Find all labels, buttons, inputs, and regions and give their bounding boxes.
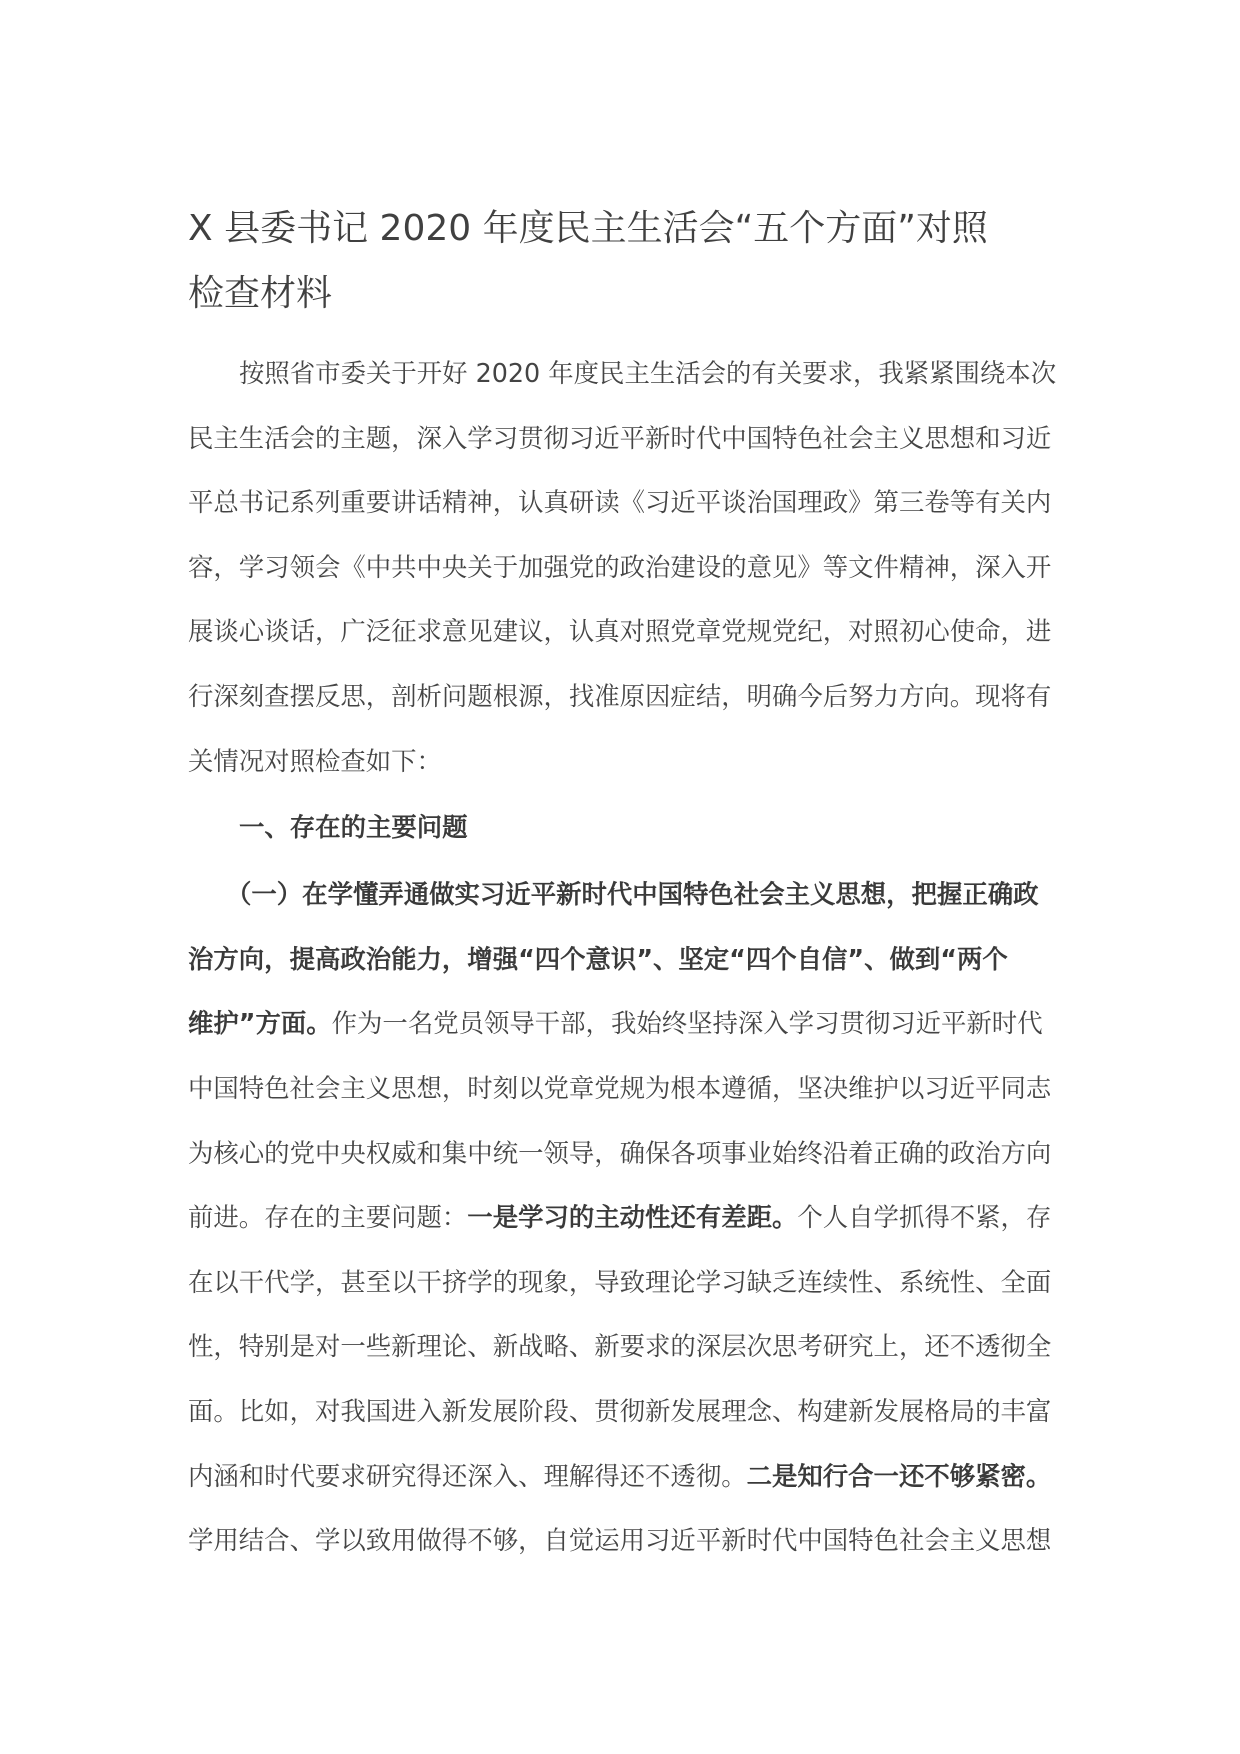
document-body (188, 341, 1088, 1573)
point-two-heading: 二是知行合一还不够紧密。 (746, 1460, 1052, 1491)
title-line-2: 检查材料 (188, 273, 333, 314)
text-line: 关情况对照检查如下： (188, 745, 442, 776)
text-run: 前进。存在的主要问题： (188, 1202, 468, 1233)
text-line: 中国特色社会主义思想，时刻以党章党规为根本遵循，坚决维护以习近平同志 (188, 1072, 1052, 1103)
document-title (188, 196, 1088, 326)
subsection-heading-line: 治方向，提高政治能力，增强“四个意识”、坚定“四个自信”、做到“两个 (188, 943, 1008, 974)
intro-paragraph (188, 341, 1088, 793)
text-line: 平总书记系列重要讲话精神，认真研读《习近平谈治国理政》第三卷等有关内 (188, 487, 1052, 518)
text-line: 展谈心谈话，广泛征求意见建议，认真对照党章党规党纪，对照初心使命，进 (188, 616, 1052, 647)
text-line: 行深刻查摆反思，剖析问题根源，找准原因症结，明确今后努力方向。现将有 (188, 680, 1052, 711)
subsection-paragraph (188, 862, 1088, 1573)
text-run: 内涵和时代要求研究得还深入、理解得还不透彻。 (188, 1460, 747, 1491)
text-line: 容，学习领会《中共中央关于加强党的政治建设的意见》等文件精神，深入开 (188, 551, 1052, 582)
text-line: 按照省市委关于开好 2020 年度民主生活会的有关要求，我紧紧围绕本次 (239, 358, 1057, 388)
text-run: 作为一名党员领导干部，我始终坚持深入学习贯彻习近平新时代 (331, 1008, 1043, 1039)
text-line: 性，特别是对一些新理论、新战略、新要求的深层次思考研究上，还不透彻全 (188, 1331, 1052, 1362)
text-run: 个人自学抓得不紧，存 (797, 1202, 1052, 1233)
point-one-heading: 一是学习的主动性还有差距。 (467, 1202, 798, 1233)
subsection-heading-line: （一）在学懂弄通做实习近平新时代中国特色社会主义思想，把握正确政 (226, 879, 1039, 910)
text-line (188, 991, 1088, 1056)
section-heading: 一、存在的主要问题 (239, 812, 468, 843)
text-line (188, 1185, 1088, 1250)
text-line: 面。比如，对我国进入新发展阶段、贯彻新发展理念、构建新发展格局的丰富 (188, 1395, 1052, 1426)
title-line-1: X 县委书记 2020 年度民主生活会“五个方面”对照 (188, 208, 988, 249)
text-line: 为核心的党中央权威和集中统一领导，确保各项事业始终沿着正确的政治方向 (188, 1137, 1052, 1168)
text-line (188, 1444, 1088, 1509)
subsection-heading-end: 维护”方面。 (188, 1008, 332, 1039)
text-line: 学用结合、学以致用做得不够，自觉运用习近平新时代中国特色社会主义思想 (188, 1525, 1052, 1556)
text-line: 在以干代学，甚至以干挤学的现象，导致理论学习缺乏连续性、系统性、全面 (188, 1266, 1052, 1297)
text-line: 民主生活会的主题，深入学习贯彻习近平新时代中国特色社会主义思想和习近 (188, 422, 1052, 453)
